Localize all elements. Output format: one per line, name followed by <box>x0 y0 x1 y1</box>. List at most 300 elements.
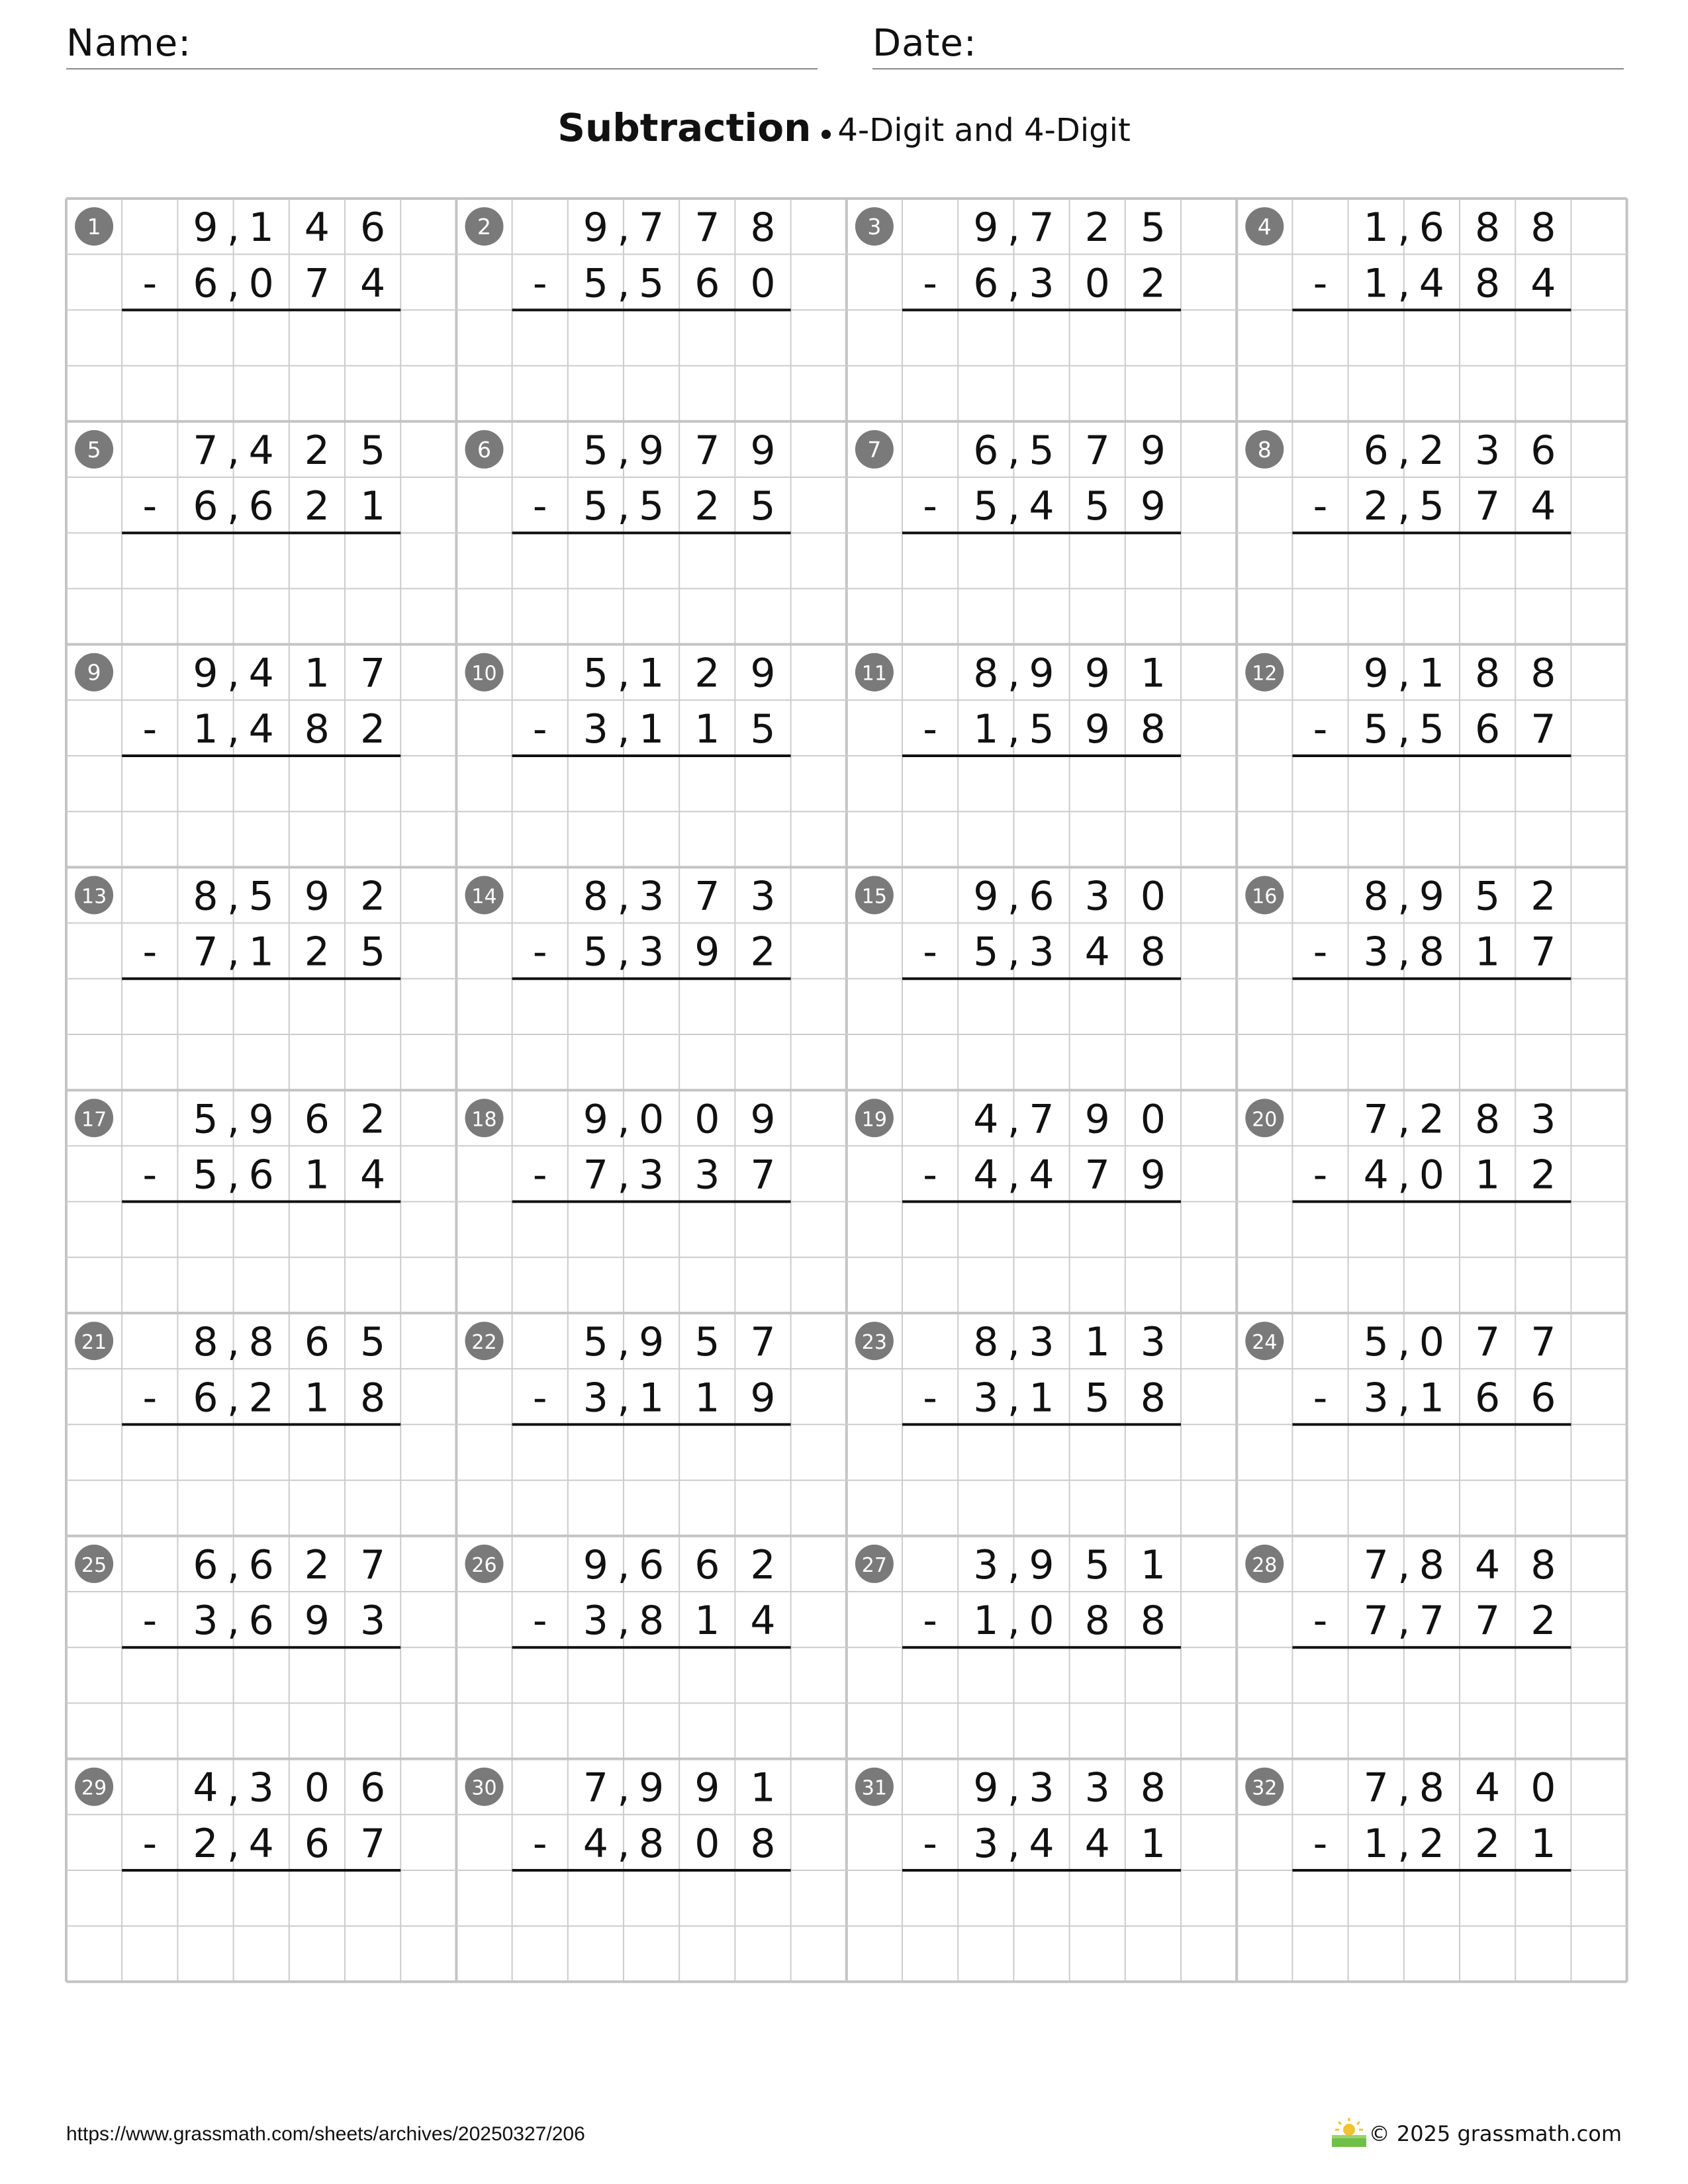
subtrahend-comma: , <box>1007 1375 1020 1422</box>
subtrahend-digit: 7 <box>304 260 330 307</box>
subtrahend-digit: 8 <box>360 1375 386 1422</box>
minuend-digit: 9 <box>583 1541 608 1588</box>
subtrahend-digit: 5 <box>583 929 608 976</box>
minuend-digit: 1 <box>639 650 665 697</box>
subtrahend-comma: , <box>227 260 240 307</box>
subtrahend-digit: 3 <box>583 1598 608 1645</box>
problems-layer <box>75 205 1571 1979</box>
minus-sign: - <box>923 260 937 307</box>
minuend-digit: 8 <box>1475 1096 1501 1143</box>
footer-url: https://www.grassmath.com/sheets/archives/20250327/206 <box>66 2123 585 2145</box>
problem-number: 4 <box>1257 214 1272 240</box>
answer-area[interactable] <box>1292 1426 1571 1533</box>
subtrahend-digit: 1 <box>304 1152 330 1199</box>
minus-sign: - <box>1313 483 1328 530</box>
minuend-digit: 8 <box>1530 650 1556 697</box>
minuend-digit: 1 <box>1419 650 1444 697</box>
minuend-comma: , <box>1397 427 1411 474</box>
subtrahend-digit: 2 <box>360 705 386 752</box>
subtrahend-comma: , <box>1007 1820 1020 1867</box>
subtrahend-digit: 0 <box>750 260 776 307</box>
subtrahend-comma: , <box>1397 929 1411 976</box>
subtrahend-digit: 6 <box>1530 1375 1556 1422</box>
subtrahend-digit: 4 <box>1530 260 1556 307</box>
problem-number: 11 <box>861 662 887 686</box>
minuend-digit: 6 <box>360 205 386 251</box>
problem-number: 5 <box>87 436 101 463</box>
subtrahend-comma: , <box>1397 1598 1411 1645</box>
title-subtitle: 4-Digit and 4-Digit <box>837 112 1131 149</box>
problem-number: 12 <box>1252 662 1278 686</box>
problem-number: 13 <box>81 885 107 909</box>
minuend-digit: 2 <box>1419 427 1444 474</box>
answer-area[interactable] <box>1292 981 1571 1088</box>
subtrahend-digit: 5 <box>973 483 999 530</box>
minuend-comma: , <box>1397 650 1411 697</box>
minus-sign: - <box>142 260 158 307</box>
subtrahend-digit: 3 <box>973 1375 999 1422</box>
subtrahend-digit: 1 <box>694 1598 720 1645</box>
subtrahend-digit: 9 <box>1084 705 1110 752</box>
subtrahend-digit: 8 <box>304 705 330 752</box>
grass-sun-logo-icon <box>1329 2115 1369 2150</box>
minuend-digit: 8 <box>193 873 218 920</box>
problem-11 <box>855 651 1181 866</box>
minuend-digit: 9 <box>639 427 665 474</box>
answer-area[interactable] <box>512 758 791 865</box>
problem-4 <box>1245 205 1571 420</box>
answer-area[interactable] <box>122 758 400 865</box>
subtrahend-digit: 1 <box>1140 1820 1166 1867</box>
subtrahend-digit: 2 <box>304 483 330 530</box>
subtrahend-digit: 0 <box>694 1820 720 1867</box>
answer-area[interactable] <box>902 1204 1181 1311</box>
problem-9 <box>75 651 400 866</box>
minus-sign: - <box>532 260 547 307</box>
problem-26 <box>465 1542 791 1757</box>
subtrahend-digit: 1 <box>973 705 999 752</box>
minus-sign: - <box>1313 1598 1328 1645</box>
subtrahend-digit: 5 <box>360 929 386 976</box>
subtrahend-digit: 9 <box>694 929 720 976</box>
subtrahend-digit: 1 <box>1475 929 1501 976</box>
minuend-digit: 9 <box>694 1764 720 1811</box>
problem-24 <box>1245 1319 1571 1534</box>
subtrahend-digit: 7 <box>193 929 218 976</box>
subtrahend-digit: 3 <box>1029 260 1055 307</box>
minuend-comma: , <box>1007 1764 1020 1811</box>
minuend-digit: 5 <box>1084 1541 1110 1588</box>
minus-sign: - <box>1313 929 1328 976</box>
subtrahend-digit: 1 <box>639 705 665 752</box>
footer-copyright: © 2025 grassmath.com <box>1368 2121 1622 2146</box>
subtrahend-comma: , <box>1007 929 1020 976</box>
subtrahend-comma: , <box>227 1152 240 1199</box>
minuend-digit: 5 <box>1140 205 1166 251</box>
subtrahend-comma: , <box>227 1820 240 1867</box>
subtrahend-digit: 2 <box>248 1375 274 1422</box>
answer-area[interactable] <box>902 535 1181 642</box>
subtrahend-comma: , <box>1397 705 1411 752</box>
minuend-comma: , <box>1007 1096 1020 1143</box>
subtrahend-digit: 5 <box>583 260 608 307</box>
subtrahend-digit: 5 <box>973 929 999 976</box>
subtrahend-digit: 4 <box>1029 1820 1055 1867</box>
answer-area[interactable] <box>1292 1872 1571 1979</box>
subtrahend-digit: 5 <box>193 1152 218 1199</box>
subtrahend-digit: 6 <box>193 483 218 530</box>
subtrahend-digit: 4 <box>248 705 274 752</box>
minuend-digit: 1 <box>1363 205 1389 251</box>
problem-13 <box>75 874 400 1089</box>
subtrahend-digit: 7 <box>1084 1152 1110 1199</box>
subtrahend-digit: 7 <box>1419 1598 1444 1645</box>
problem-12 <box>1245 651 1571 866</box>
minuend-comma: , <box>617 650 630 697</box>
subtrahend-digit: 9 <box>1140 483 1166 530</box>
problem-number: 15 <box>861 885 887 909</box>
subtrahend-digit: 1 <box>1029 1375 1055 1422</box>
subtrahend-digit: 3 <box>360 1598 386 1645</box>
subtrahend-digit: 0 <box>248 260 274 307</box>
minuend-digit: 4 <box>304 205 330 251</box>
minuend-digit: 5 <box>694 1319 720 1366</box>
minuend-comma: , <box>617 427 630 474</box>
subtrahend-digit: 5 <box>750 705 776 752</box>
subtrahend-digit: 7 <box>1530 705 1556 752</box>
problem-8 <box>1245 428 1571 643</box>
subtrahend-digit: 4 <box>360 260 386 307</box>
subtrahend-digit: 2 <box>1419 1820 1444 1867</box>
answer-area[interactable] <box>122 312 400 419</box>
subtrahend-digit: 4 <box>1029 483 1055 530</box>
subtrahend-comma: , <box>617 1598 630 1645</box>
subtrahend-comma: , <box>617 260 630 307</box>
minuend-digit: 4 <box>193 1764 218 1811</box>
subtrahend-digit: 5 <box>1084 483 1110 530</box>
problem-5 <box>75 428 400 643</box>
subtrahend-comma: , <box>617 1375 630 1422</box>
minuend-digit: 9 <box>1084 1096 1110 1143</box>
minuend-digit: 7 <box>360 1541 386 1588</box>
subtrahend-digit: 3 <box>973 1820 999 1867</box>
subtrahend-digit: 4 <box>1029 1152 1055 1199</box>
subtrahend-digit: 5 <box>583 483 608 530</box>
minuend-digit: 3 <box>1029 1764 1055 1811</box>
answer-area[interactable] <box>1292 758 1571 865</box>
subtrahend-digit: 2 <box>694 483 720 530</box>
problem-number: 3 <box>867 214 882 240</box>
problem-number: 17 <box>81 1108 107 1132</box>
subtrahend-digit: 2 <box>1363 483 1389 530</box>
minuend-digit: 1 <box>1140 650 1166 697</box>
subtrahend-digit: 6 <box>248 1152 274 1199</box>
minuend-digit: 8 <box>583 873 608 920</box>
problem-14 <box>465 874 791 1089</box>
minuend-comma: , <box>227 650 240 697</box>
minus-sign: - <box>532 705 547 752</box>
minuend-digit: 5 <box>583 1319 608 1366</box>
minuend-digit: 9 <box>583 205 608 251</box>
subtrahend-digit: 8 <box>1140 705 1166 752</box>
minuend-comma: , <box>1397 205 1411 251</box>
subtrahend-comma: , <box>617 705 630 752</box>
answer-area[interactable] <box>512 1204 791 1311</box>
minuend-digit: 1 <box>1140 1541 1166 1588</box>
minuend-digit: 4 <box>1475 1541 1501 1588</box>
minus-sign: - <box>142 705 158 752</box>
subtrahend-digit: 5 <box>1363 705 1389 752</box>
subtrahend-digit: 4 <box>1084 929 1110 976</box>
answer-area[interactable] <box>902 758 1181 865</box>
subtrahend-comma: , <box>227 705 240 752</box>
subtrahend-comma: , <box>227 929 240 976</box>
minuend-comma: , <box>1397 1096 1411 1143</box>
minuend-digit: 2 <box>1530 873 1556 920</box>
subtrahend-digit: 7 <box>1475 1598 1501 1645</box>
answer-area[interactable] <box>122 981 400 1088</box>
answer-area[interactable] <box>512 312 791 419</box>
minuend-digit: 4 <box>973 1096 999 1143</box>
answer-area[interactable] <box>122 1426 400 1533</box>
subtrahend-comma: , <box>1007 1152 1020 1199</box>
subtrahend-comma: , <box>1397 1820 1411 1867</box>
minuend-digit: 3 <box>1140 1319 1166 1366</box>
subtrahend-digit: 8 <box>1140 1598 1166 1645</box>
minuend-digit: 3 <box>1530 1096 1556 1143</box>
answer-area[interactable] <box>902 312 1181 419</box>
problem-number: 2 <box>477 214 491 240</box>
minuend-digit: 6 <box>694 1541 720 1588</box>
minuend-digit: 8 <box>1475 205 1501 251</box>
minuend-digit: 5 <box>1475 873 1501 920</box>
subtrahend-comma: , <box>1007 260 1020 307</box>
problem-number: 14 <box>471 885 497 909</box>
minuend-digit: 8 <box>1419 1764 1444 1811</box>
subtrahend-digit: 6 <box>694 260 720 307</box>
answer-area[interactable] <box>512 1872 791 1979</box>
answer-area[interactable] <box>1292 535 1571 642</box>
subtrahend-digit: 4 <box>973 1152 999 1199</box>
subtrahend-digit: 0 <box>1084 260 1110 307</box>
minuend-comma: , <box>1007 1319 1020 1366</box>
subtrahend-digit: 1 <box>304 1375 330 1422</box>
minuend-comma: , <box>617 1096 630 1143</box>
answer-area[interactable] <box>902 1872 1181 1979</box>
subtrahend-digit: 5 <box>1029 705 1055 752</box>
minuend-comma: , <box>1007 650 1020 697</box>
minus-sign: - <box>1313 1152 1328 1199</box>
minuend-digit: 7 <box>360 650 386 697</box>
problem-number: 23 <box>861 1331 887 1355</box>
minuend-digit: 7 <box>694 427 720 474</box>
subtrahend-digit: 6 <box>248 483 274 530</box>
minus-sign: - <box>1313 1375 1328 1422</box>
minus-sign: - <box>532 1820 547 1867</box>
subtrahend-digit: 2 <box>750 929 776 976</box>
problem-number: 28 <box>1252 1553 1278 1577</box>
answer-area[interactable] <box>902 981 1181 1088</box>
minuend-digit: 9 <box>193 650 218 697</box>
subtrahend-digit: 4 <box>1530 483 1556 530</box>
minuend-digit: 8 <box>1530 1541 1556 1588</box>
minuend-digit: 9 <box>750 1096 776 1143</box>
answer-area[interactable] <box>512 1649 791 1756</box>
minuend-comma: , <box>1397 1764 1411 1811</box>
minus-sign: - <box>923 1375 937 1422</box>
subtrahend-digit: 5 <box>639 483 665 530</box>
subtrahend-digit: 1 <box>1363 1820 1389 1867</box>
problem-30 <box>465 1765 791 1980</box>
minuend-digit: 9 <box>1029 650 1055 697</box>
minuend-digit: 6 <box>360 1764 386 1811</box>
minuend-digit: 3 <box>639 873 665 920</box>
subtrahend-digit: 0 <box>1029 1598 1055 1645</box>
subtrahend-digit: 8 <box>639 1820 665 1867</box>
answer-area[interactable] <box>512 981 791 1088</box>
minuend-digit: 0 <box>1140 1096 1166 1143</box>
minuend-digit: 8 <box>248 1319 274 1366</box>
minus-sign: - <box>923 1152 937 1199</box>
problem-22 <box>465 1319 791 1534</box>
subtrahend-digit: 2 <box>1530 1152 1556 1199</box>
answer-area[interactable] <box>902 1426 1181 1533</box>
minuend-digit: 7 <box>1084 427 1110 474</box>
subtrahend-digit: 7 <box>583 1152 608 1199</box>
subtrahend-digit: 2 <box>193 1820 218 1867</box>
subtrahend-digit: 9 <box>750 1375 776 1422</box>
minuend-digit: 6 <box>1530 427 1556 474</box>
minuend-digit: 7 <box>193 427 218 474</box>
subtrahend-comma: , <box>617 483 630 530</box>
problem-31 <box>855 1765 1181 1980</box>
subtrahend-digit: 1 <box>694 1375 720 1422</box>
minuend-digit: 9 <box>583 1096 608 1143</box>
minuend-digit: 6 <box>973 427 999 474</box>
answer-area[interactable] <box>1292 1649 1571 1756</box>
subtrahend-comma: , <box>617 929 630 976</box>
subtrahend-digit: 6 <box>193 260 218 307</box>
answer-area[interactable] <box>122 1649 400 1756</box>
minuend-digit: 6 <box>639 1541 665 1588</box>
problem-number: 18 <box>471 1108 497 1132</box>
minuend-digit: 7 <box>1029 205 1055 251</box>
subtrahend-digit: 4 <box>360 1152 386 1199</box>
subtrahend-digit: 2 <box>1530 1598 1556 1645</box>
minuend-digit: 1 <box>248 205 274 251</box>
problem-number: 7 <box>867 436 882 463</box>
problem-number: 20 <box>1252 1108 1278 1132</box>
title-main: Subtraction <box>557 105 812 150</box>
problem-1 <box>75 205 400 420</box>
problem-number: 26 <box>471 1553 497 1577</box>
subtrahend-digit: 5 <box>1419 483 1444 530</box>
subtrahend-comma: , <box>617 1820 630 1867</box>
minuend-digit: 3 <box>1084 873 1110 920</box>
answer-area[interactable] <box>122 1872 400 1979</box>
minuend-comma: , <box>227 873 240 920</box>
minuend-digit: 2 <box>1419 1096 1444 1143</box>
minuend-digit: 3 <box>248 1764 274 1811</box>
problem-29 <box>75 1765 400 1980</box>
answer-area[interactable] <box>1292 312 1571 419</box>
minuend-comma: , <box>1397 873 1411 920</box>
minuend-comma: , <box>227 1541 240 1588</box>
problem-number: 27 <box>861 1553 887 1577</box>
subtrahend-digit: 1 <box>1419 1375 1444 1422</box>
minuend-digit: 7 <box>1530 1319 1556 1366</box>
minuend-digit: 9 <box>1029 1541 1055 1588</box>
problem-23 <box>855 1319 1181 1534</box>
answer-area[interactable] <box>1292 1204 1571 1311</box>
subtrahend-digit: 1 <box>639 1375 665 1422</box>
problem-18 <box>465 1096 791 1311</box>
minuend-digit: 8 <box>1140 1764 1166 1811</box>
problem-7 <box>855 428 1181 643</box>
subtrahend-digit: 3 <box>1363 1375 1389 1422</box>
subtrahend-comma: , <box>1007 1598 1020 1645</box>
problem-number: 32 <box>1252 1776 1278 1800</box>
minus-sign: - <box>532 483 547 530</box>
subtrahend-digit: 7 <box>1530 929 1556 976</box>
problem-number: 29 <box>81 1776 107 1800</box>
problem-number: 31 <box>861 1776 887 1800</box>
minuend-digit: 9 <box>304 873 330 920</box>
subtrahend-digit: 4 <box>583 1820 608 1867</box>
name-label: Name: <box>66 22 192 65</box>
answer-area[interactable] <box>122 1204 400 1311</box>
minuend-digit: 0 <box>639 1096 665 1143</box>
minus-sign: - <box>142 1375 158 1422</box>
minuend-digit: 3 <box>973 1541 999 1588</box>
subtrahend-digit: 5 <box>1419 705 1444 752</box>
minuend-digit: 7 <box>750 1319 776 1366</box>
subtrahend-digit: 7 <box>360 1820 386 1867</box>
subtrahend-digit: 6 <box>1475 705 1501 752</box>
minuend-digit: 9 <box>750 427 776 474</box>
problem-32 <box>1245 1765 1571 1980</box>
subtrahend-comma: , <box>1397 260 1411 307</box>
minuend-digit: 7 <box>1363 1764 1389 1811</box>
minuend-digit: 5 <box>193 1096 218 1143</box>
answer-area[interactable] <box>512 535 791 642</box>
problem-6 <box>465 428 791 643</box>
minuend-digit: 8 <box>750 205 776 251</box>
answer-area[interactable] <box>512 1426 791 1533</box>
problem-number: 6 <box>477 436 491 463</box>
minuend-digit: 9 <box>973 205 999 251</box>
problem-25 <box>75 1542 400 1757</box>
minus-sign: - <box>923 483 937 530</box>
date-label: Date: <box>872 22 977 65</box>
minuend-digit: 7 <box>639 205 665 251</box>
minuend-digit: 3 <box>1029 1319 1055 1366</box>
minuend-comma: , <box>1007 873 1020 920</box>
answer-area[interactable] <box>902 1649 1181 1756</box>
minuend-digit: 7 <box>1475 1319 1501 1366</box>
subtrahend-digit: 2 <box>1475 1820 1501 1867</box>
subtrahend-digit: 3 <box>583 1375 608 1422</box>
minuend-digit: 6 <box>1029 873 1055 920</box>
problem-number: 30 <box>471 1776 497 1800</box>
minuend-digit: 5 <box>583 427 608 474</box>
subtrahend-digit: 1 <box>694 705 720 752</box>
subtrahend-digit: 7 <box>1363 1598 1389 1645</box>
subtrahend-digit: 1 <box>1363 260 1389 307</box>
answer-area[interactable] <box>122 535 400 642</box>
problem-number: 9 <box>87 659 101 686</box>
minuend-comma: , <box>227 1319 240 1366</box>
